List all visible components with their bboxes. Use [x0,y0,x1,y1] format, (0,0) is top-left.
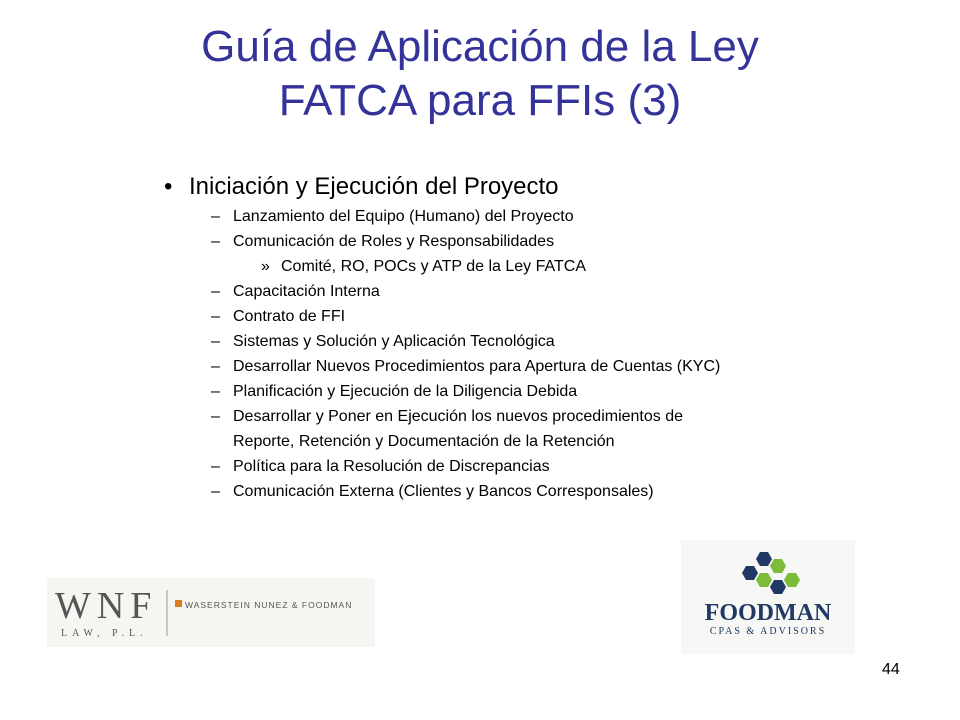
foodman-logo [681,540,855,654]
foodman-hexagons [742,552,800,594]
bullet-dot: • [164,173,173,200]
list-item-continuation: Reporte, Retención y Documentación de la Retención [233,433,615,450]
list-item: – Lanzamiento del Equipo (Humano) del Proyecto [211,208,574,225]
list-item: – Comunicación Externa (Clientes y Bancos Corresponsales) [211,483,654,500]
wnf-logo-emblem [175,600,182,607]
list-item: – Desarrollar Nuevos Procedimientos para Apertura de Cuentas (KYC) [211,358,721,375]
wnf-logo [47,578,375,647]
list-item: – Capacitación Interna [211,283,380,300]
list-item: – Planificación y Ejecución de la Diligencia Debida [211,383,578,400]
page-number: 44 [882,661,900,678]
foodman-logo-name: FOODMAN [704,600,832,626]
main-bullet-text: Iniciación y Ejecución del Proyecto [189,173,559,200]
slide-title-line-2: FATCA para FFIs (3) [278,76,682,125]
wnf-logo-name: WASERSTEIN NUNEZ & FOODMAN [185,600,353,610]
list-item: – Comunicación de Roles y Responsabilidades [211,233,555,250]
wnf-logo-mark: WNF [55,585,158,627]
slide-body [164,170,904,504]
sub-list-item: » Comité, RO, POCs y ATP de la Ley FATCA [261,258,586,275]
list-item: – Contrato de FFI [211,308,346,325]
foodman-logo-sub: CPAS & ADVISORS [709,626,827,637]
slide-title-line-1: Guía de Aplicación de la Ley [201,22,759,71]
list-item: – Política para la Resolución de Discrepancias [211,458,550,475]
slide-title [0,20,960,128]
list-item: – Sistemas y Solución y Aplicación Tecnológica [211,333,555,350]
list-item: – Desarrollar y Poner en Ejecución los nuevos procedimientos de [211,408,684,425]
main-bullet [164,170,904,204]
wnf-logo-sub: LAW, P.L. [61,628,148,639]
